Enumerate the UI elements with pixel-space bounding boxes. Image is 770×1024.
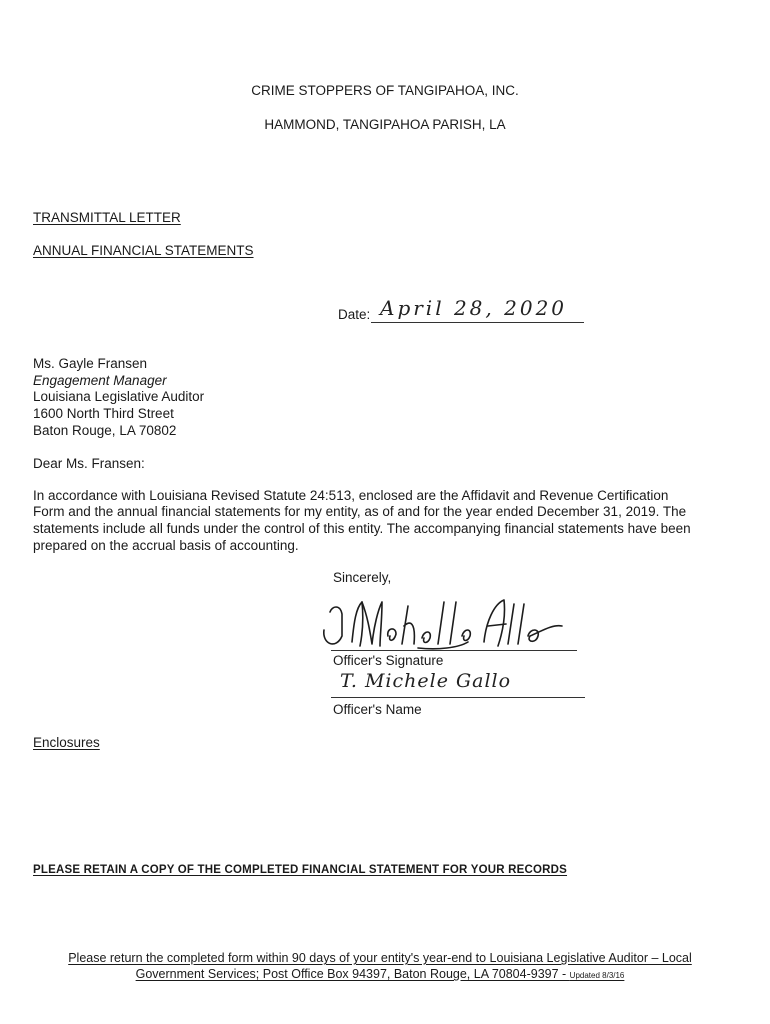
body-line-4: prepared on the accrual basis of accounting.	[33, 538, 299, 553]
date-underline	[371, 322, 584, 323]
salutation: Dear Ms. Fransen:	[33, 456, 145, 471]
enclosures: Enclosures	[33, 735, 100, 750]
date-value: April 28, 2020	[380, 296, 568, 320]
footer-updated: Updated 8/3/16	[569, 971, 625, 980]
body-line-1: In accordance with Louisiana Revised Statute 24:513, enclosed are the Affidavit and Revenue Certification	[33, 488, 669, 503]
name-label: Officer's Name	[333, 702, 422, 717]
recipient-city: Baton Rouge, LA 70802	[33, 423, 177, 438]
recipient-street: 1600 North Third Street	[33, 406, 174, 421]
footer-line-1: Please return the completed form within 90 days of your entity's year-end to Louisiana Legislative Auditor – Local	[68, 951, 692, 965]
recipient-name: Ms. Gayle Fransen	[33, 356, 148, 371]
retain-copy-notice: PLEASE RETAIN A COPY OF THE COMPLETED FINANCIAL STATEMENT FOR YOUR RECORDS	[33, 864, 568, 876]
signature-line	[331, 650, 577, 651]
body-line-2: Form and the annual financial statements for my entity, as of and for the year ended December 31, 2019. The	[33, 504, 687, 519]
officer-name-handwritten: T. Michele Gallo	[340, 670, 512, 692]
recipient-org: Louisiana Legislative Auditor	[33, 389, 205, 404]
body-line-3: statements include all funds under the control of this entity. The accompanying financial statements have been	[33, 521, 691, 536]
name-line	[331, 697, 585, 698]
handwritten-signature	[318, 592, 568, 652]
recipient-title: Engagement Manager	[33, 373, 167, 388]
org-name: CRIME STOPPERS OF TANGIPAHOA, INC.	[251, 83, 519, 98]
org-location: HAMMOND, TANGIPAHOA PARISH, LA	[264, 117, 506, 132]
closing: Sincerely,	[333, 570, 392, 585]
title-transmittal-letter: TRANSMITTAL LETTER	[33, 210, 181, 225]
date-label: Date:	[338, 307, 371, 322]
footer	[0, 950, 760, 984]
signature-label: Officer's Signature	[333, 653, 444, 668]
title-annual-financial-statements: ANNUAL FINANCIAL STATEMENTS	[33, 243, 254, 258]
footer-line-2: Government Services; Post Office Box 94397, Baton Rouge, LA 70804-9397 -	[135, 967, 570, 981]
